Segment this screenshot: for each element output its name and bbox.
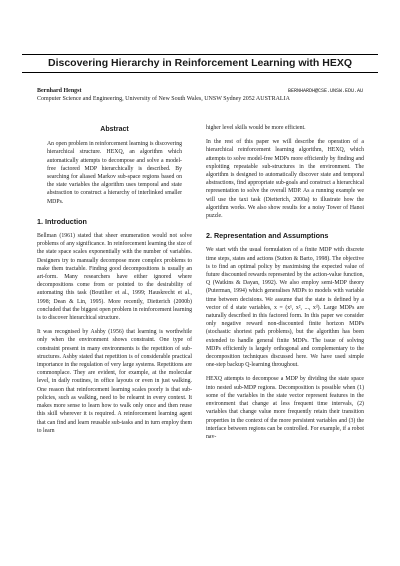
author-block: [37, 87, 363, 103]
abstract-heading: Abstract: [100, 126, 129, 133]
section-heading-introduction: 1. Introduction: [37, 216, 87, 226]
right-column: [206, 124, 364, 447]
intro-paragraph: In the rest of this paper we will describe the operation of a hierarchical reinforcement learning algorithm, HEXQ, which attempts to solve model-free MDPs more efficiently by finding and exploiting repeatable sub-structures in the environment. The algorithm is designed to automatically discover state and temporal abstractions, find appropriate sub-goals and construct a hierarchical representation to solve the overall MDP. As a running example we will use the taxi task (Dietterich, 2000a) to illustrate how the algorithm works. We also show results for a noisy Tower of Hanoi puzzle.: [206, 139, 364, 220]
intro-paragraph: It was recognised by Ashby (1956) that learning is worthwhile only when the environment shows constraint. One type of constraint present in many environments is the repetition of sub-structures. Ashby stated that repetition is of considerable practical importance in the regulation of very large systems. Repetitions are commonplace. They are evident, for example, at the molecular level, in daily routines, in office layouts or even in just walking. One reason that reinforcement learning scales poorly is that sub-policies, such as walking, need to be relearnt in every context. It makes more sense to learn how to walk only once and then reuse this skill wherever it is required. A reinforcement learning agent that can find and learn reusable sub-tasks and in turn employ them to learn: [37, 329, 192, 434]
abstract-text: An open problem in reinforcement learning is discovering hierarchical structure. HEXQ, an algorithm which automatically attempts to decompose and solve a model-free factored MDP hierarchically is described. By searching for aliased Markov sub-space regions based on the state variables the algorithm uses temporal and state abstraction to construct a hierarchy of interlinked smaller MDPs.: [47, 141, 182, 205]
intro-continuation: higher level skills would be more efficient.: [206, 125, 306, 131]
section-heading-representation: 2. Representation and Assumptions: [206, 231, 329, 241]
section2-paragraph: We start with the usual formulation of a finite MDP with discrete time steps, states and actions (Sutton & Barto, 1998). The objective is to find an optimal policy by maximising the expected value of future discounted rewards represented by the action-value function, Q (Watkins & Dayan, 1992). We also employ semi-MDP theory (Puterman, 1994) which generalises MDPs to models with variable time between decisions. We assume that the state is defined by a vector of d state variables, x = (x¹, x², ..., xᵈ). Large MDPs are naturally described in this factored form. In this paper we consider only negative reward non-discounted finite horizon MDPs (stochastic shortest path problems), but the algorithm has been extended to handle general finite MDPs. The issue of solving MDPs efficiently is largely orthogonal and complementary to the decomposition techniques discussed here. We have used simple one-step backup Q-learning throughout.: [206, 247, 364, 369]
section2-paragraph: HEXQ attempts to decompose a MDP by dividing the state space into nested sub-MDP regions. Decomposition is possible when (1) some of the variables in the state vector represent features in the environment that change at less frequent time intervals, (2) variables that change value more frequently retain their transition properties in the context of the more persistent variables and (3) the interface between regions can be controlled. For example, if a robot nav-: [206, 376, 364, 440]
intro-paragraph: Bellman (1961) stated that sheer enumeration would not solve problems of any significance. In reinforcement learning the size of the state space scales exponentially with the number of variables. Designers try to manually decompose more complex problems to make them tractable. Finding good decompositions is usually an art-form. Many researchers have either ignored where decompositions come from or pointed to the desirability of automating this task (Boutilier et al., 1999; Hauskrecht et al., 1998; Dean & Lin, 1995). More recently, Dietterich (2000b) concluded that the biggest open problem in reinforcement learning is to discover hierarchical structure.: [37, 233, 192, 322]
left-column: [37, 124, 192, 441]
author-affiliation: Computer Science and Engineering, University of New South Wales, UNSW Sydney 2052 AUSTRALIA: [37, 96, 290, 102]
paper-title: Discovering Hierarchy in Reinforcement Learning with HEXQ: [22, 54, 378, 73]
author-name: Bernhard Hengst: [37, 88, 82, 94]
author-email: BERNHARDH@CSE.UNSW.EDU.AU: [287, 88, 363, 94]
